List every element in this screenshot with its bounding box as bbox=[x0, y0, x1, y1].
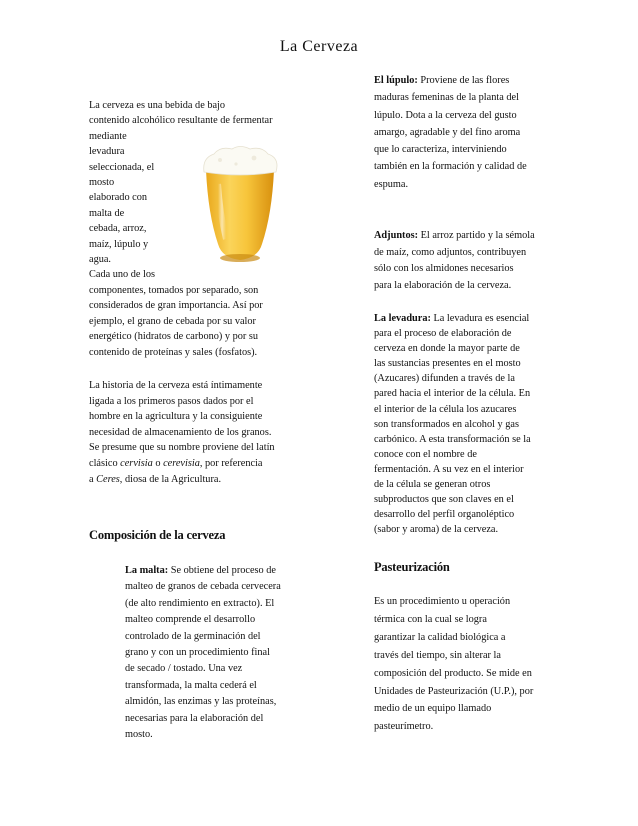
text-line: contenido alcohólico resultante de fermentar bbox=[89, 115, 273, 127]
text-line: malta de bbox=[89, 207, 125, 219]
levadura-paragraph bbox=[374, 311, 531, 537]
word-ceres: Ceres bbox=[96, 473, 120, 485]
text-line: almidón, las enzimas y las proteínas, bbox=[125, 696, 277, 708]
text-line: amargo, agradable y del fino aroma bbox=[374, 126, 521, 138]
text-line: Cada uno de los bbox=[89, 269, 156, 281]
text-line: necesarias para la elaboración del bbox=[125, 712, 264, 724]
malta-paragraph bbox=[125, 563, 281, 743]
text-line: son transformados en alcohol y gas bbox=[374, 418, 519, 430]
levadura-text: La levadura es esencial bbox=[430, 313, 530, 324]
text-line: seleccionada, el bbox=[89, 161, 155, 173]
text-line: conoce con el nombre de bbox=[374, 448, 477, 460]
pasteurizacion-heading: Pasteurización bbox=[374, 560, 450, 574]
text-line: medio de un equipo llamado bbox=[374, 703, 492, 715]
history-text: , por referencia bbox=[199, 457, 263, 469]
history-text: o bbox=[152, 457, 164, 469]
text-line: cebada, arroz, bbox=[89, 223, 147, 235]
levadura-lines bbox=[374, 326, 531, 537]
text-line: maduras femeninas de la planta del bbox=[374, 92, 519, 104]
adjuntos-text: El arroz partido y la sémola bbox=[418, 230, 535, 241]
text-line: La cerveza es una bebida de bajo bbox=[89, 100, 226, 111]
text-line: grano y con un procedimiento final bbox=[125, 647, 270, 659]
history-text: a bbox=[89, 473, 97, 485]
composicion-heading: Composición de la cerveza bbox=[89, 528, 226, 542]
text-line: de secado / tostado. Una vez bbox=[125, 663, 243, 675]
history-line: hombre en la agricultura y la consiguiente bbox=[89, 411, 263, 423]
page-title: La Cerveza bbox=[279, 38, 359, 55]
text-line: lúpulo. Dota a la cerveza del gusto bbox=[374, 109, 517, 121]
text-line: para el proceso de elaboración de bbox=[374, 328, 512, 340]
text-line: garantizar la calidad biológica a bbox=[374, 631, 506, 643]
text-line: través del tiempo, sin alterar la bbox=[374, 649, 501, 661]
adjuntos-first-line bbox=[374, 228, 535, 245]
history-line: Se presume que su nombre proviene del latín bbox=[89, 442, 275, 454]
lupulo-text: Proviene de las flores bbox=[417, 75, 510, 86]
beer-glass-icon bbox=[196, 144, 284, 264]
text-line: desarrollo del perfil organoléptico bbox=[374, 509, 515, 521]
word-cerevisia: cerevisia bbox=[163, 457, 200, 469]
text-line: mosto bbox=[89, 177, 115, 189]
history-line: ligada a los primeros pasos dados por el bbox=[89, 395, 254, 407]
history-text: , diosa de la Agricultura. bbox=[119, 473, 222, 485]
text-line: espuma. bbox=[374, 178, 409, 190]
adjuntos-paragraph bbox=[374, 228, 535, 294]
text-line: controlado de la germinación del bbox=[125, 630, 261, 642]
text-line: agua. bbox=[89, 254, 112, 266]
malta-text: Se obtiene del proceso de bbox=[168, 565, 276, 576]
lupulo-paragraph bbox=[374, 72, 527, 193]
text-line: maíz, lúpulo y bbox=[89, 238, 149, 250]
text-line: que lo caracteriza, interviniendo bbox=[374, 144, 507, 156]
malta-lines bbox=[125, 579, 281, 743]
text-line: malteo de granos de cebada cervecera bbox=[125, 581, 281, 593]
text-line: para la elaboración de la cerveza. bbox=[374, 279, 512, 291]
lupulo-first-line bbox=[374, 72, 527, 89]
text-line: elaborado con bbox=[89, 192, 148, 204]
history-line bbox=[89, 472, 275, 488]
text-line: fermentación. A su vez en el interior bbox=[374, 463, 524, 475]
history-line: necesidad de almacenamiento de los granos. bbox=[89, 426, 272, 438]
history-paragraph bbox=[89, 378, 275, 487]
adjuntos-lines bbox=[374, 245, 535, 295]
text-line: levadura bbox=[89, 146, 125, 158]
lupulo-label: El lúpulo: bbox=[374, 75, 418, 86]
text-line: (sabor y aroma) de la cerveza. bbox=[374, 524, 499, 536]
text-line: de la célula se generan otros bbox=[374, 479, 491, 491]
text-line: cerveza en donde la mayor parte de bbox=[374, 343, 520, 355]
history-line bbox=[89, 456, 275, 472]
lupulo-lines bbox=[374, 89, 527, 193]
malta-label: La malta: bbox=[125, 565, 169, 576]
text-line: malteo comprende el desarrollo bbox=[125, 614, 256, 626]
word-cervisia: cervisia bbox=[120, 457, 153, 469]
text-line: transformada, la malta cederá el bbox=[125, 679, 257, 691]
levadura-first-line bbox=[374, 311, 531, 326]
malta-first-line bbox=[125, 563, 281, 579]
text-line: pared hacia el interior de la célula. En bbox=[374, 388, 531, 400]
adjuntos-label: Adjuntos: bbox=[374, 230, 419, 241]
text-line: considerados de gran importancia. Así por bbox=[89, 300, 263, 312]
text-line: contenido de proteínas y sales (fosfatos). bbox=[89, 346, 258, 358]
text-line: componentes, tomados por separado, son bbox=[89, 284, 259, 296]
text-line: mosto. bbox=[125, 729, 153, 741]
text-line: también en la formación y calidad de bbox=[374, 161, 527, 173]
pasteurizacion-paragraph bbox=[374, 593, 533, 736]
text-line: Es un procedimiento u operación bbox=[374, 596, 511, 607]
text-line: composición del producto. Se mide en bbox=[374, 667, 532, 679]
text-line: las sustancias presentes en el mosto bbox=[374, 358, 521, 370]
text-line: de maíz, como adjuntos, contribuyen bbox=[374, 246, 527, 258]
text-line: Unidades de Pasteurización (U.P.), por bbox=[374, 685, 534, 697]
text-line: sólo con los almidones necesarios bbox=[374, 263, 514, 274]
text-line: energético (hidratos de carbono) y por su bbox=[89, 331, 259, 343]
text-line: (Azucares) difunden a través de la bbox=[374, 373, 515, 385]
text-line: (de alto rendimiento en extracto). El bbox=[125, 597, 275, 609]
text-line: carbónico. A esta transformación se la bbox=[374, 433, 531, 445]
text-line: pasteurímetro. bbox=[374, 721, 434, 733]
text-line: subproductos que son claves en el bbox=[374, 494, 514, 506]
text-line: el interior de la célula los azucares bbox=[374, 403, 517, 415]
text-line: ejemplo, el grano de cebada por su valor bbox=[89, 315, 256, 327]
history-line: La historia de la cerveza está íntimamente bbox=[89, 380, 263, 391]
text-line: mediante bbox=[89, 130, 127, 142]
history-text: clásico bbox=[89, 457, 121, 469]
levadura-label: La levadura: bbox=[374, 313, 431, 324]
text-line: térmica con la cual se logra bbox=[374, 613, 487, 625]
